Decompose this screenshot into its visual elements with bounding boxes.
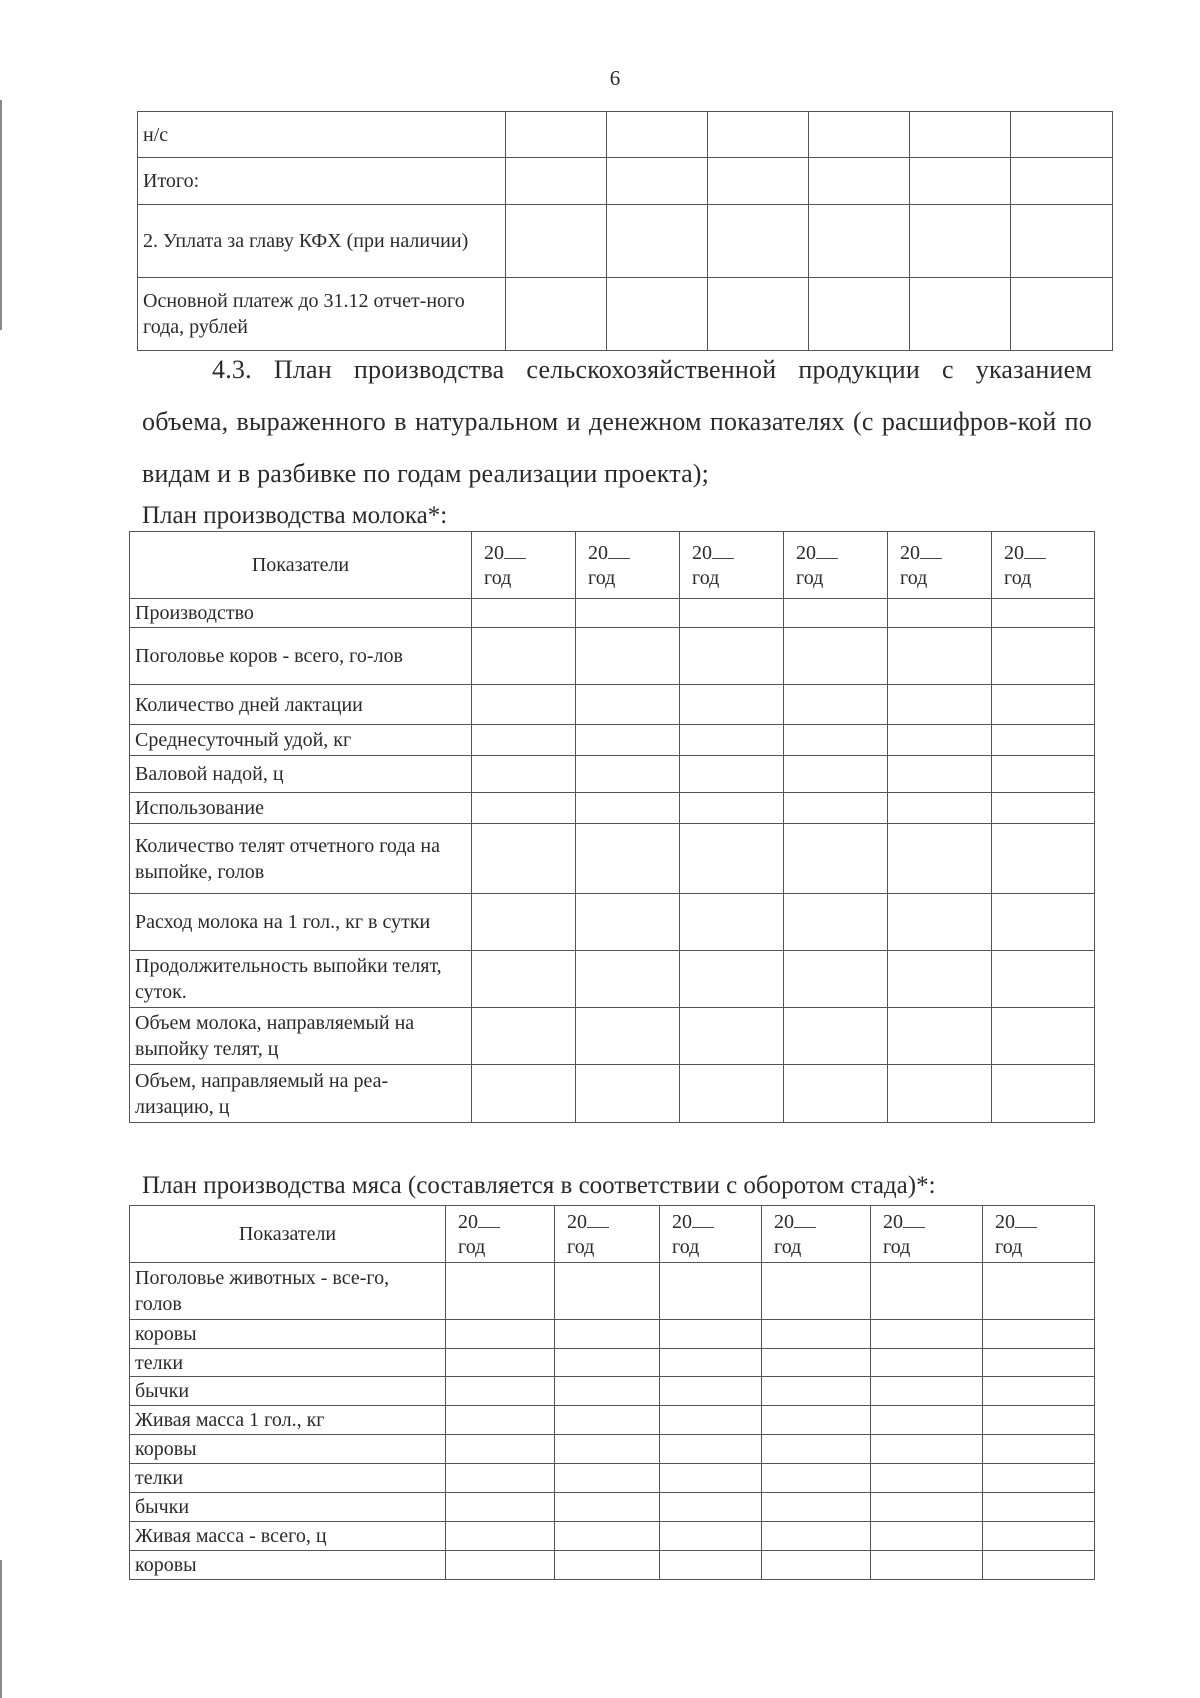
empty-cell [607,158,708,205]
table-row [130,725,1095,756]
empty-cell [555,1435,660,1464]
table-row [130,1406,1095,1435]
empty-cell [472,1065,576,1123]
table-row [138,112,1113,158]
table-row [130,1464,1095,1493]
empty-cell [992,1008,1095,1065]
empty-cell [680,685,784,725]
empty-cell [472,599,576,628]
table-row [130,1551,1095,1580]
table-row [130,1349,1095,1377]
empty-cell [446,1551,555,1580]
empty-cell [555,1522,660,1551]
empty-cell [555,1377,660,1406]
year-column-header: 20 год [784,532,888,599]
empty-cell [809,205,910,278]
row-label: Живая масса 1 гол., кг [130,1406,446,1435]
year-column-header: 20 год [992,532,1095,599]
table-row [130,951,1095,1008]
empty-cell [607,112,708,158]
empty-cell [762,1406,871,1435]
empty-cell [983,1263,1095,1320]
table-row [138,158,1113,205]
empty-cell [762,1522,871,1551]
empty-cell [888,628,992,685]
empty-cell [784,685,888,725]
empty-cell [992,685,1095,725]
empty-cell [809,278,910,351]
scan-edge-left-upper [0,100,2,330]
row-label: телки [130,1464,446,1493]
empty-cell [762,1493,871,1522]
table-row [130,628,1095,685]
header-label: Показатели [130,1206,446,1263]
table-row [130,1522,1095,1551]
empty-cell [983,1406,1095,1435]
empty-cell [762,1320,871,1349]
empty-cell [555,1493,660,1522]
empty-cell [910,205,1011,278]
empty-cell [576,725,680,756]
empty-cell [472,824,576,894]
row-label: телки [130,1349,446,1377]
empty-cell [680,951,784,1008]
table-row [130,824,1095,894]
table-row [130,1008,1095,1065]
row-label: Количество дней лактации [130,685,472,725]
table-row [130,1435,1095,1464]
table-row [138,205,1113,278]
empty-cell [983,1522,1095,1551]
empty-cell [472,1008,576,1065]
empty-cell [784,951,888,1008]
empty-cell [983,1435,1095,1464]
table-row [130,1065,1095,1123]
row-label: коровы [130,1551,446,1580]
empty-cell [871,1551,983,1580]
empty-cell [446,1320,555,1349]
table-row [138,278,1113,351]
empty-cell [1011,278,1113,351]
empty-cell [784,894,888,951]
empty-cell [784,725,888,756]
row-label: Производство [130,599,472,628]
empty-cell [472,685,576,725]
empty-cell [888,951,992,1008]
year-column-header: 20 год [983,1206,1095,1263]
empty-cell [1011,112,1113,158]
empty-cell [446,1493,555,1522]
empty-cell [983,1493,1095,1522]
year-column-header: 20 год [555,1206,660,1263]
empty-cell [576,1008,680,1065]
empty-cell [660,1349,762,1377]
empty-cell [983,1551,1095,1580]
empty-cell [762,1263,871,1320]
empty-cell [992,894,1095,951]
empty-cell [992,793,1095,824]
empty-cell [983,1377,1095,1406]
empty-cell [680,1065,784,1123]
empty-cell [576,951,680,1008]
empty-cell [784,824,888,894]
empty-cell [555,1464,660,1493]
table-header-row [130,532,1095,599]
row-label: Продолжительность выпойки телят, суток. [130,951,472,1008]
row-label: Объем, направляемый на реа-лизацию, ц [130,1065,472,1123]
empty-cell [762,1464,871,1493]
empty-cell [992,756,1095,793]
empty-cell [680,756,784,793]
empty-cell [472,951,576,1008]
row-label: бычки [130,1493,446,1522]
section-paragraph-text: 4.3. План производства сельскохозяйственной продукции с указанием объема, выраженного в натуральном и денежном показателях (с расшифров-кой по видам и в разбивке по годам реализации проекта); [142,355,1092,488]
empty-cell [888,1065,992,1123]
year-column-header: 20 год [888,532,992,599]
table-row [130,793,1095,824]
empty-cell [660,1406,762,1435]
empty-cell [762,1377,871,1406]
empty-cell [506,112,607,158]
empty-cell [910,158,1011,205]
empty-cell [472,756,576,793]
empty-cell [555,1263,660,1320]
empty-cell [660,1320,762,1349]
empty-cell [871,1406,983,1435]
year-column-header: 20 год [871,1206,983,1263]
empty-cell [680,793,784,824]
empty-cell [888,725,992,756]
empty-cell [555,1406,660,1435]
empty-cell [446,1435,555,1464]
page-number: 6 [609,66,621,90]
empty-cell [576,599,680,628]
empty-cell [871,1522,983,1551]
empty-cell [607,278,708,351]
empty-cell [660,1522,762,1551]
empty-cell [576,824,680,894]
empty-cell [762,1435,871,1464]
empty-cell [871,1377,983,1406]
empty-cell [910,112,1011,158]
empty-cell [446,1377,555,1406]
empty-cell [888,793,992,824]
empty-cell [446,1522,555,1551]
empty-cell [888,685,992,725]
row-label: 2. Уплата за главу КФХ (при наличии) [138,205,506,278]
year-column-header: 20 год [680,532,784,599]
empty-cell [708,158,809,205]
empty-cell [784,756,888,793]
empty-cell [607,205,708,278]
empty-cell [555,1349,660,1377]
table-row [130,1493,1095,1522]
empty-cell [576,628,680,685]
meat-plan-caption: План производства мяса (составляется в соответствии с оборотом стада)*: [142,1172,936,1199]
row-label: Расход молока на 1 гол., кг в сутки [130,894,472,951]
table-header-row [130,1206,1095,1263]
row-label: бычки [130,1377,446,1406]
empty-cell [871,1464,983,1493]
empty-cell [506,205,607,278]
row-label: коровы [130,1320,446,1349]
row-label: Объем молока, направляемый на выпойку телят, ц [130,1008,472,1065]
section-paragraph [142,344,1092,500]
scan-edge-left-lower [0,1560,2,1698]
empty-cell [680,1008,784,1065]
row-label: Поголовье коров - всего, го-лов [130,628,472,685]
empty-cell [983,1464,1095,1493]
table-row [130,894,1095,951]
row-label: н/с [138,112,506,158]
empty-cell [784,793,888,824]
empty-cell [660,1551,762,1580]
empty-cell [660,1435,762,1464]
empty-cell [555,1551,660,1580]
empty-cell [888,599,992,628]
empty-cell [576,685,680,725]
empty-cell [871,1493,983,1522]
empty-cell [472,894,576,951]
empty-cell [660,1464,762,1493]
empty-cell [472,793,576,824]
row-label: Использование [130,793,472,824]
table-row [130,756,1095,793]
year-column-header: 20 год [446,1206,555,1263]
empty-cell [576,793,680,824]
empty-cell [708,112,809,158]
row-label: Итого: [138,158,506,205]
empty-cell [680,725,784,756]
table-row [130,1377,1095,1406]
empty-cell [992,1065,1095,1123]
header-label: Показатели [130,532,472,599]
row-label: Живая масса - всего, ц [130,1522,446,1551]
empty-cell [992,599,1095,628]
row-label: Основной платеж до 31.12 отчет-ного года, рублей [138,278,506,351]
row-label: Валовой надой, ц [130,756,472,793]
empty-cell [1011,158,1113,205]
empty-cell [680,599,784,628]
milk-plan-table [129,531,1095,1123]
empty-cell [871,1263,983,1320]
empty-cell [992,725,1095,756]
empty-cell [992,951,1095,1008]
empty-cell [472,725,576,756]
empty-cell [784,599,888,628]
table-row [130,1320,1095,1349]
empty-cell [446,1406,555,1435]
empty-cell [983,1320,1095,1349]
year-column-header: 20 год [762,1206,871,1263]
empty-cell [708,205,809,278]
empty-cell [660,1493,762,1522]
empty-cell [446,1464,555,1493]
payments-table [137,111,1113,351]
meat-plan-table [129,1205,1095,1580]
year-column-header: 20 год [472,532,576,599]
empty-cell [809,158,910,205]
table-row [130,599,1095,628]
year-column-header: 20 год [660,1206,762,1263]
empty-cell [708,278,809,351]
empty-cell [555,1320,660,1349]
empty-cell [446,1349,555,1377]
table-row [130,685,1095,725]
year-column-header: 20 год [576,532,680,599]
empty-cell [576,756,680,793]
empty-cell [910,278,1011,351]
empty-cell [680,894,784,951]
empty-cell [983,1349,1095,1377]
empty-cell [680,628,784,685]
table-row [130,1263,1095,1320]
empty-cell [680,824,784,894]
empty-cell [506,158,607,205]
row-label: Поголовье животных - все-го, голов [130,1263,446,1320]
row-label: коровы [130,1435,446,1464]
empty-cell [762,1349,871,1377]
empty-cell [809,112,910,158]
empty-cell [506,278,607,351]
empty-cell [888,756,992,793]
empty-cell [472,628,576,685]
row-label: Количество телят отчетного года на выпойке, голов [130,824,472,894]
empty-cell [762,1551,871,1580]
row-label: Среднесуточный удой, кг [130,725,472,756]
empty-cell [992,628,1095,685]
empty-cell [1011,205,1113,278]
empty-cell [992,824,1095,894]
empty-cell [871,1435,983,1464]
milk-plan-caption: План производства молока*: [142,502,448,529]
empty-cell [871,1320,983,1349]
empty-cell [888,824,992,894]
empty-cell [576,894,680,951]
empty-cell [888,1008,992,1065]
empty-cell [660,1263,762,1320]
empty-cell [871,1349,983,1377]
empty-cell [784,1008,888,1065]
empty-cell [888,894,992,951]
empty-cell [660,1377,762,1406]
empty-cell [784,628,888,685]
empty-cell [576,1065,680,1123]
empty-cell [784,1065,888,1123]
empty-cell [446,1263,555,1320]
